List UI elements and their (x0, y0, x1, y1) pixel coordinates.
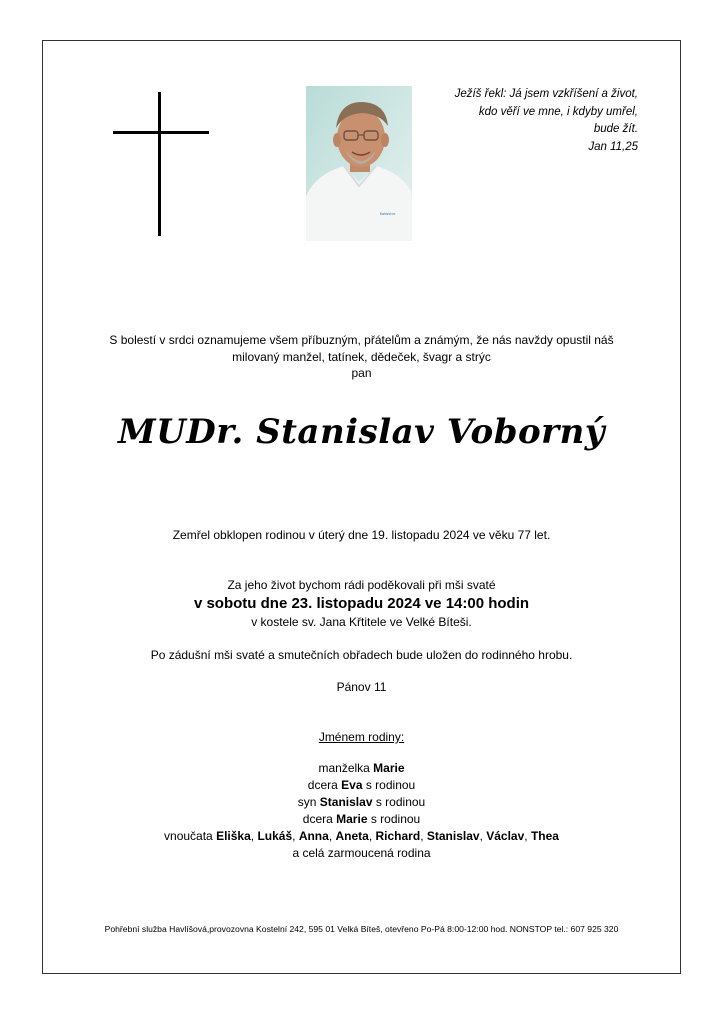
death-statement: Zemřel obklopen rodinou v úterý dne 19. listopadu 2024 ve věku 77 let. (172, 528, 551, 542)
portrait-illustration (306, 86, 412, 241)
quote-line: bude žít. (593, 123, 638, 135)
bible-quote (398, 86, 638, 156)
funeral-service-footer: Pohřební služba Havlíšová,provozovna Kostelní 242, 595 01 Velká Bíteš, otevřeno Po-Pá 8:00-12:00 hod. NONSTOP tel.: 607 925 320 (104, 924, 619, 934)
family-signature-heading: Jménem rodiny: (318, 730, 405, 744)
title-pan: pan (351, 366, 372, 380)
quote-line: Ježíš řekl: Já jsem vzkříšení a život, (454, 88, 638, 100)
mass-date-time: v sobotu dne 23. listopadu 2024 ve 14:00 hodin (193, 595, 530, 612)
family-member-daughter: dcera Eva s rodinou (307, 778, 416, 792)
mass-info (42, 577, 681, 631)
intro-line: milovaný manžel, tatínek, dědeček, švagr a strýc (232, 350, 491, 364)
lord-name: Pánov 11 (336, 680, 387, 694)
shirt-tag-text: Kokovice (380, 212, 396, 216)
cross-horizontal-bar (113, 131, 209, 134)
burial-note: Po zádušní mši svaté a smutečních obřadech bude uložen do rodinného hrobu. (150, 648, 573, 662)
family-list (42, 760, 681, 862)
family-member-daughter: dcera Marie s rodinou (302, 812, 421, 826)
family-grandchildren: vnoučata Eliška, Lukáš, Anna, Aneta, Richard, Stanislav, Václav, Thea (164, 829, 559, 843)
intro-line: S bolestí v srdci oznamujeme všem příbuzným, přátelům a známým, že nás navždy opustil náš (109, 333, 614, 347)
family-member-wife: manželka Marie (318, 761, 405, 775)
announcement-intro (42, 332, 681, 366)
quote-line: kdo věří ve mne, i kdyby umřel, (478, 105, 638, 118)
family-member-son: syn Stanislav s rodinou (297, 795, 426, 809)
cross-vertical-bar (158, 92, 161, 236)
deceased-name: MUDr. Stanislav Voborný (117, 412, 606, 452)
family-closing: a celá zarmoucená rodina (292, 846, 431, 860)
quote-reference: Jan 11,25 (588, 140, 638, 153)
mass-intro: Za jeho život bychom rádi poděkovali při mši svaté (227, 578, 496, 592)
portrait-photo (306, 86, 412, 241)
mass-place: v kostele sv. Jana Křtitele ve Velké Bíteši. (251, 615, 472, 629)
